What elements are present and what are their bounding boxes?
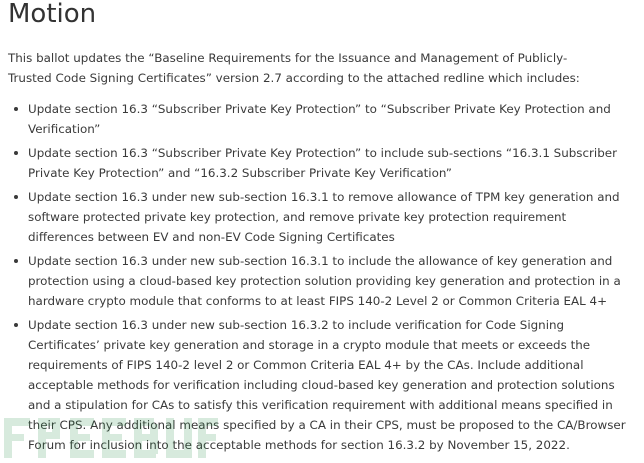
list-item [8,187,628,247]
list-item-text: Update section 16.3 “Subscriber Private Key Protection” to include sub-sections “16.3.1 Subscriber Private Key Protection” and “16.3.2 Subscriber Private Key Verification” [28,146,617,180]
list-item-text: Update section 16.3 under new sub-section 16.3.2 to include verification for Code Signing Certificates’ private key generation and storage in a crypto module that meets or exceeds the requirements of FIPS 140-2 level 2 or Common Criteria EAL 4+ by the CAs. Include additional acceptable methods for verification including cloud-based key generation and protection solutions and a stipulation for CAs to satisfy this verification requirement with additional means specified in their CPS. Any additional means specified by a CA in their CPS, must be proposed to the CA/Browser Forum for inclusion into the acceptable methods for section 16.3.2 by November 15, 2022. [28,318,626,452]
list-item [8,143,628,183]
list-item [8,99,628,139]
bullet-dot-icon [14,259,18,263]
list-item [8,315,628,455]
list-item-text: Update section 16.3 “Subscriber Private Key Protection” to “Subscriber Private Key Protection and Verification” [28,102,611,136]
bullet-dot-icon [14,195,18,199]
bullet-list [8,99,628,459]
list-item-text: Update section 16.3 under new sub-section 16.3.1 to remove allowance of TPM key generation and software protected private key protection, and remove private key protection requirement differences between EV and non-EV Code Signing Certificates [28,190,620,244]
list-item [8,251,628,311]
intro-paragraph: This ballot updates the “Baseline Requirements for the Issuance and Management of Publicly-Trusted Code Signing Certificates” version 2.7 according to the attached redline which includes: [8,51,580,85]
bullet-dot-icon [14,151,18,155]
list-item-text: Update section 16.3 under new sub-section 16.3.1 to include the allowance of key generation and protection using a cloud-based key protection solution providing key generation and protection in a hardware crypto module that conforms to at least FIPS 140-2 Level 2 or Common Criteria EAL 4+ [28,254,621,308]
bullet-dot-icon [14,323,18,327]
bullet-dot-icon [14,107,18,111]
page-title: Motion [8,0,97,29]
